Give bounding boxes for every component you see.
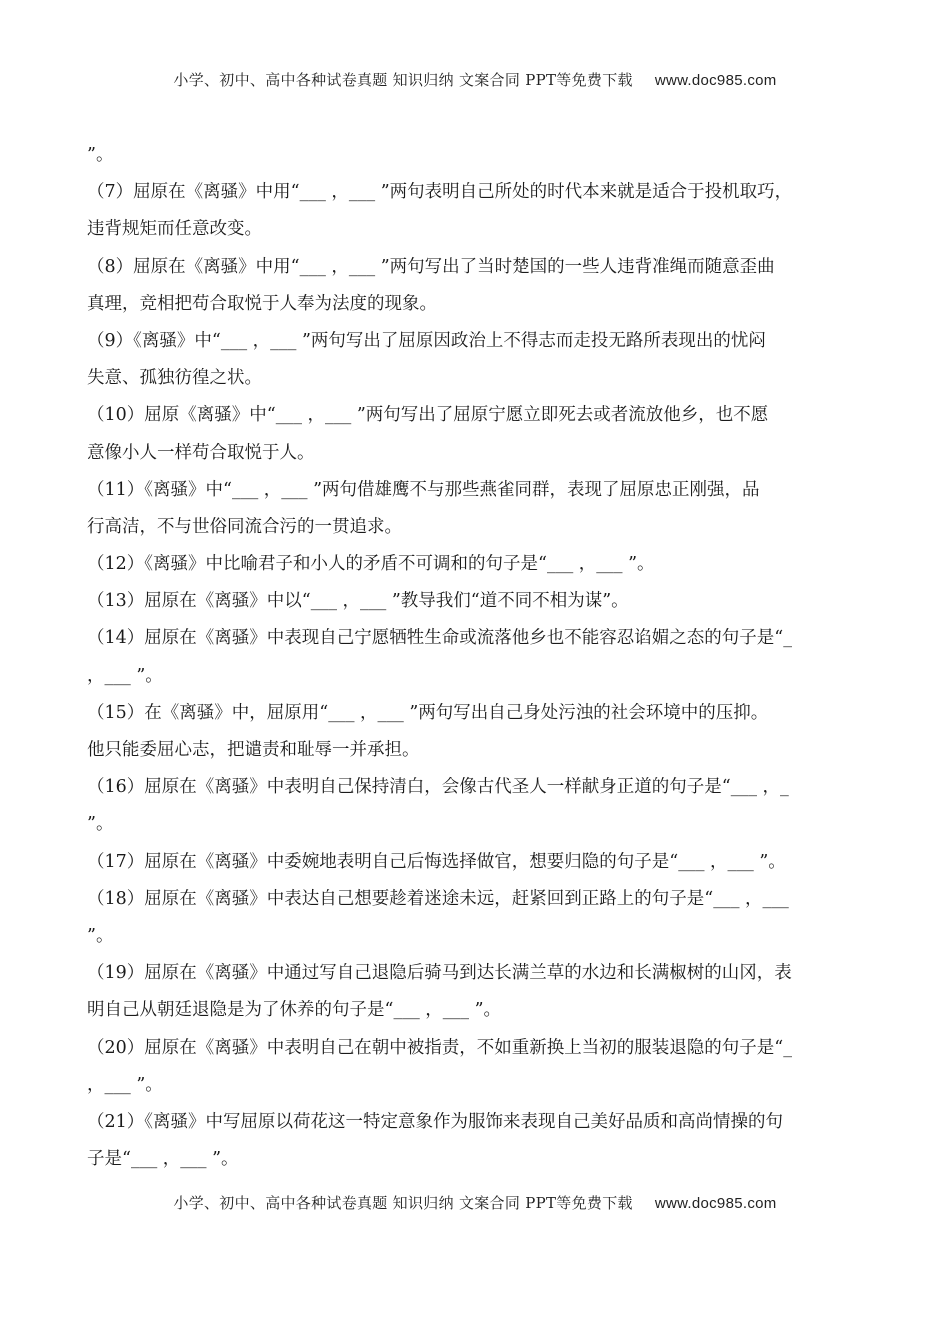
question-18-line-1: （18）屈原在《离骚》中表达自己想要趁着迷途未远，赶紧回到正路上的句子是“___ ，___ bbox=[87, 888, 789, 909]
question-19-line-2: 明自己从朝廷退隐是为了休养的句子是“___ ，___ ”。 bbox=[87, 1000, 502, 1021]
question-list bbox=[87, 137, 877, 1178]
question-7-line-2: 违背规矩而任意改变。 bbox=[87, 219, 262, 240]
question-9-line-2: 失意、孤独彷徨之状。 bbox=[87, 368, 262, 389]
question-14-line-1: （14）屈原在《离骚》中表现自己宁愿牺牲生命或流落他乡也不能容忍谄媚之态的句子是“_ bbox=[87, 628, 792, 649]
header-text: 小学、初中、高中各种试卷真题 知识归纳 文案合同 PPT等免费下载 bbox=[173, 71, 633, 89]
question-15-line-1: （15）在《离骚》中，屈原用“___ ，___ ”两句写出自己身处污浊的社会环境中的压抑。 bbox=[87, 702, 769, 723]
footer-text: 小学、初中、高中各种试卷真题 知识归纳 文案合同 PPT等免费下载 bbox=[173, 1194, 633, 1212]
question-10-line-1: （10）屈原《离骚》中“___ ，___ ”两句写出了屈原宁愿立即死去或者流放他乡，也不愿 bbox=[87, 405, 769, 426]
question-11-line-2: 行高洁，不与世俗同流合污的一贯追求。 bbox=[87, 516, 402, 537]
question-19-line-1: （19）屈原在《离骚》中通过写自己退隐后骑马到达长满兰草的水边和长满椒树的山冈，表 bbox=[87, 963, 792, 984]
question-17-line-1: （17）屈原在《离骚》中委婉地表明自己后悔选择做官，想要归隐的句子是“___ ，___ ”。 bbox=[87, 851, 786, 872]
page-header bbox=[0, 69, 950, 90]
footer-site-link[interactable]: www.doc985.com bbox=[654, 1195, 777, 1212]
question-10-line-2: 意像小人一样苟合取悦于人。 bbox=[87, 442, 315, 463]
question-20-line-1: （20）屈原在《离骚》中表明自己在朝中被指责，不如重新换上当初的服装退隐的句子是“_ bbox=[87, 1037, 792, 1058]
question-7-line-1: （7）屈原在《离骚》中用“___ ，___ ”两句表明自己所处的时代本来就是适合于投机取巧， bbox=[87, 182, 793, 203]
page-footer bbox=[0, 1192, 950, 1213]
question-11-line-1: （11）《离骚》中“___ ，___ ”两句借雄鹰不与那些燕雀同群，表现了屈原忠正刚强，品 bbox=[87, 479, 760, 500]
question-13-line-1: （13）屈原在《离骚》中以“___ ，___ ”教导我们“道不同不相为谋”。 bbox=[87, 591, 629, 612]
text-line: ”。 bbox=[87, 145, 114, 165]
question-16-line-1: （16）屈原在《离骚》中表明自己保持清白，会像古代圣人一样献身正道的句子是“___ ，_ bbox=[87, 777, 789, 798]
question-21-line-1: （21）《离骚》中写屈原以荷花这一特定意象作为服饰来表现自己美好品质和高尚情操的句 bbox=[87, 1111, 784, 1132]
question-20-line-2: ，___ ”。 bbox=[87, 1074, 163, 1095]
question-21-line-2: 子是“___ ，___ ”。 bbox=[87, 1149, 239, 1170]
question-8-line-2: 真理，竞相把苟合取悦于人奉为法度的现象。 bbox=[87, 293, 437, 314]
question-9-line-1: （9）《离骚》中“___ ，___ ”两句写出了屈原因政治上不得志而走投无路所表现出的忧闷 bbox=[87, 330, 766, 351]
question-18-line-2: ”。 bbox=[87, 925, 114, 946]
question-8-line-1: （8）屈原在《离骚》中用“___ ，___ ”两句写出了当时楚国的一些人违背准绳而随意歪曲 bbox=[87, 256, 775, 277]
question-14-line-2: ，___ ”。 bbox=[87, 665, 163, 686]
question-16-line-2: ”。 bbox=[87, 814, 114, 835]
question-15-line-2: 他只能委屈心志，把谴责和耻辱一并承担。 bbox=[87, 740, 420, 760]
question-12-line-1: （12）《离骚》中比喻君子和小人的矛盾不可调和的句子是“___ ，___ ”。 bbox=[87, 554, 655, 575]
header-site-link[interactable]: www.doc985.com bbox=[654, 72, 777, 89]
